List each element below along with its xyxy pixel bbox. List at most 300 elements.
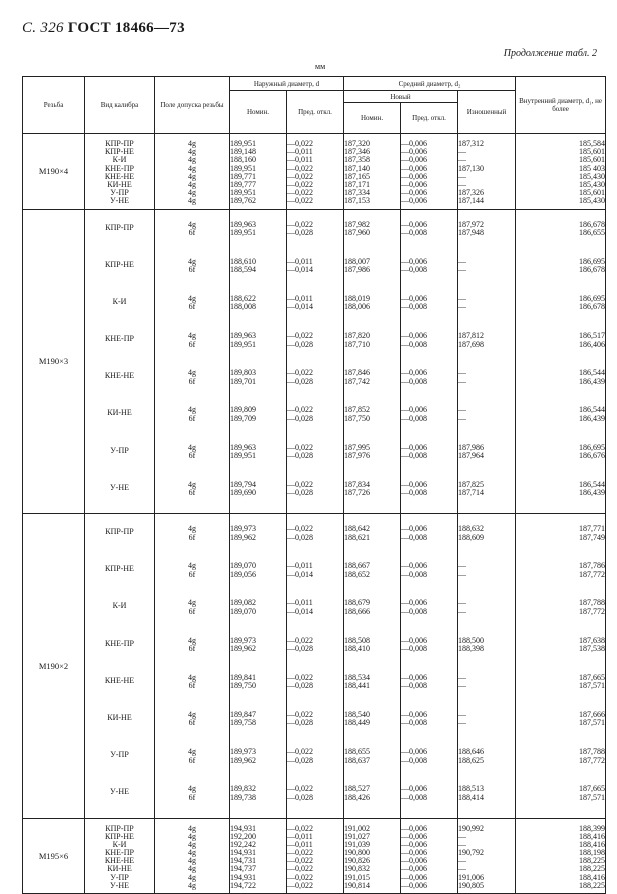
mean-deviation: —0,008 <box>401 606 428 616</box>
mean-nominal: 190,814 <box>344 880 371 890</box>
outer-deviation-cell <box>287 209 344 514</box>
worn-mean: — <box>458 302 467 312</box>
outer-deviation: —0,028 <box>287 488 313 498</box>
outer-deviation-cell <box>287 818 344 894</box>
inner-diameter: 186,695 <box>579 442 606 452</box>
gauge-type: У-НЕ <box>110 482 129 492</box>
worn-mean: 187,986 <box>458 442 485 452</box>
outer-nominal: 189,951 <box>230 163 256 173</box>
gauge-type: У-ПР <box>110 872 129 882</box>
mean-nominal-cell <box>344 514 401 819</box>
gauge-pair <box>458 251 515 288</box>
outer-deviation: —0,022 <box>287 188 313 198</box>
gauge-pair <box>344 288 400 325</box>
col-inner-diameter: Внутренний диаметр, d₁, не более <box>516 77 606 134</box>
gauge-pair <box>155 437 229 474</box>
mean-nominal: 187,960 <box>344 228 371 237</box>
mean-nominal: 187,995 <box>344 442 371 452</box>
outer-nominal: 189,082 <box>230 598 256 608</box>
mean-deviation: —0,008 <box>401 792 428 802</box>
col-worn: Изношенный <box>458 91 516 134</box>
gauge-pair <box>516 630 605 667</box>
outer-nominal: 188,160 <box>230 155 256 165</box>
worn-mean: 188,609 <box>458 532 485 542</box>
worn-mean: — <box>458 598 467 608</box>
worn-mean: — <box>458 376 467 386</box>
gauge-type-cell <box>85 209 155 514</box>
worn-mean: — <box>458 405 467 415</box>
gauge-type: КНЕ-НЕ <box>104 371 135 381</box>
tolerance: 4g <box>188 155 196 165</box>
mean-nominal: 188,667 <box>344 561 371 571</box>
mean-nominal: 187,852 <box>344 405 371 415</box>
outer-nominal: 188,622 <box>230 293 256 303</box>
gauge-pair <box>401 555 457 592</box>
mean-nominal: 187,982 <box>344 219 371 229</box>
outer-nominal: 194,931 <box>230 872 256 882</box>
mean-nominal: 187,140 <box>344 163 371 173</box>
outer-nominal: 189,750 <box>230 681 256 691</box>
mean-nominal: 187,846 <box>344 368 371 378</box>
worn-mean: — <box>458 569 467 579</box>
outer-deviation: —0,022 <box>287 856 313 866</box>
worn-mean: 187,964 <box>458 451 485 461</box>
tolerance: 4g <box>188 256 196 266</box>
outer-nominal: 189,794 <box>230 479 256 489</box>
gauge-pair <box>458 518 515 555</box>
gauge-pair <box>230 288 286 325</box>
mean-deviation: —0,006 <box>401 139 428 148</box>
inner-diameter-cell <box>516 134 606 210</box>
outer-deviation: —0,022 <box>287 880 313 890</box>
inner-diameter: 186,695 <box>579 293 606 303</box>
inner-diameter: 187,638 <box>579 635 606 645</box>
inner-diameter: 187,772 <box>579 755 606 765</box>
mean-nominal: 187,726 <box>344 488 371 498</box>
gauge-pair <box>401 214 457 251</box>
col-gauge-type: Вид калибра <box>85 77 155 134</box>
mean-nominal: 188,534 <box>344 672 371 682</box>
gauge-pair <box>287 214 343 251</box>
gauge-type: КПР-ПР <box>105 527 134 536</box>
mean-deviation: —0,006 <box>401 442 428 452</box>
outer-deviation: —0,022 <box>287 672 313 682</box>
outer-nominal: 194,931 <box>230 848 256 858</box>
gauge-type-cell <box>85 818 155 894</box>
worn-mean: 187,825 <box>458 479 485 489</box>
worn-mean: — <box>458 256 467 266</box>
worn-mean: 188,513 <box>458 784 485 794</box>
outer-deviation-cell <box>287 134 344 210</box>
outer-nominal: 189,070 <box>230 561 256 571</box>
outer-deviation: —0,022 <box>287 368 313 378</box>
outer-nominal: 194,722 <box>230 880 256 890</box>
gauge-pair <box>85 399 154 436</box>
mean-nominal: 188,621 <box>344 532 371 542</box>
gauge-pair <box>401 778 457 815</box>
outer-nominal: 189,148 <box>230 147 256 157</box>
gauge-pair <box>516 437 605 474</box>
gauge-pair <box>516 474 605 511</box>
mean-nominal: 187,710 <box>344 339 371 349</box>
outer-nominal: 189,809 <box>230 405 256 415</box>
gauge-pair <box>516 667 605 704</box>
outer-nominal: 189,701 <box>230 376 256 386</box>
inner-diameter: 186,695 <box>579 256 606 266</box>
inner-diameter: 187,771 <box>579 524 606 533</box>
tolerance-cell <box>155 818 230 894</box>
inner-diameter: 187,772 <box>579 606 606 616</box>
worn-mean: — <box>458 265 467 275</box>
outer-nominal-cell <box>230 818 287 894</box>
mean-nominal: 188,441 <box>344 681 371 691</box>
gauge-pair <box>401 704 457 741</box>
inner-diameter: 187,788 <box>579 747 606 757</box>
tolerance: 4g <box>188 598 196 608</box>
gauge-pair <box>230 251 286 288</box>
tolerance: 4g <box>188 179 196 189</box>
mean-deviation: —0,006 <box>401 479 428 489</box>
gauge-pair <box>287 325 343 362</box>
tolerance: 4g <box>188 856 196 866</box>
gauge-pair <box>401 741 457 778</box>
worn-mean: 187,326 <box>458 188 485 198</box>
worn-mean: — <box>458 561 467 571</box>
mean-deviation: —0,006 <box>401 256 428 266</box>
worn-mean: 187,812 <box>458 331 485 341</box>
tolerance: 6f <box>188 681 196 691</box>
mean-nominal: 188,426 <box>344 792 371 802</box>
outer-deviation: —0,014 <box>287 265 313 275</box>
gauge-pair <box>230 630 286 667</box>
outer-nominal: 189,841 <box>230 672 256 682</box>
gauge-type: КПР-ПР <box>105 222 134 232</box>
worn-mean: 187,312 <box>458 139 485 148</box>
col-mean-diameter: Средний диаметр, d₂ <box>344 77 516 91</box>
gauge-pair <box>85 251 154 288</box>
tolerance: 4g <box>188 405 196 415</box>
tolerance: 4g <box>188 479 196 489</box>
outer-nominal: 189,771 <box>230 171 256 181</box>
mean-nominal: 191,002 <box>344 823 371 833</box>
tolerance: 4g <box>188 147 196 157</box>
gauge-pair <box>155 214 229 251</box>
worn-mean: 190,805 <box>458 880 485 890</box>
gauge-pair <box>85 704 154 741</box>
col-outer-nominal: Номин. <box>230 91 287 134</box>
mean-deviation: —0,006 <box>401 155 428 165</box>
worn-mean: 188,646 <box>458 747 485 757</box>
outer-nominal: 192,200 <box>230 831 256 841</box>
tolerance: 4g <box>188 839 196 849</box>
mean-deviation: —0,008 <box>401 681 428 691</box>
outer-deviation: —0,028 <box>287 532 313 542</box>
gauge-type: КПР-ПР <box>105 823 134 833</box>
tolerance: 6f <box>188 755 196 765</box>
outer-nominal: 192,242 <box>230 839 256 849</box>
worn-mean: — <box>458 839 467 849</box>
mean-nominal-cell <box>344 134 401 210</box>
outer-deviation: —0,028 <box>287 644 313 654</box>
inner-diameter: 185,430 <box>579 196 606 206</box>
worn-mean: — <box>458 718 467 728</box>
worn-mean: 191,006 <box>458 872 485 882</box>
inner-diameter: 188,416 <box>579 831 606 841</box>
gauge-pair <box>155 592 229 629</box>
outer-deviation: —0,022 <box>287 405 313 415</box>
gauge-type: К-И <box>112 155 127 165</box>
tolerance: 4g <box>188 864 196 874</box>
tolerance: 4g <box>188 747 196 757</box>
gauge-pair <box>155 362 229 399</box>
gauge-pair <box>401 592 457 629</box>
mean-deviation: —0,008 <box>401 302 428 312</box>
gauge-pair <box>344 704 400 741</box>
inner-diameter: 186,517 <box>579 331 606 341</box>
gauge-pair <box>516 592 605 629</box>
thread-group <box>23 514 606 819</box>
gauge-pair <box>85 325 154 362</box>
tolerance-cell <box>155 209 230 514</box>
outer-deviation: —0,028 <box>287 755 313 765</box>
inner-diameter: 186,678 <box>579 302 606 312</box>
worn-mean: — <box>458 681 467 691</box>
thread-size: М190×3 <box>23 209 85 514</box>
outer-deviation: —0,028 <box>287 681 313 691</box>
gauge-pair <box>287 399 343 436</box>
outer-nominal: 189,973 <box>230 635 256 645</box>
gauge-pair <box>287 778 343 815</box>
inner-diameter: 186,678 <box>579 219 606 229</box>
mean-nominal: 188,006 <box>344 302 371 312</box>
tolerance: 4g <box>188 848 196 858</box>
worn-mean: — <box>458 856 467 866</box>
worn-mean: — <box>458 413 467 423</box>
tolerance-cell <box>155 134 230 210</box>
thread-size: М190×2 <box>23 514 85 819</box>
gauge-pair <box>155 778 229 815</box>
tolerance: 6f <box>188 644 196 654</box>
inner-diameter: 185,430 <box>579 171 606 181</box>
tolerance: 6f <box>188 718 196 728</box>
tolerance: 4g <box>188 442 196 452</box>
outer-deviation: —0,028 <box>287 792 313 802</box>
table-continuation-label: Продолжение табл. 2 <box>503 48 597 59</box>
outer-nominal: 189,963 <box>230 331 256 341</box>
worn-mean: — <box>458 864 467 874</box>
gauge-pair <box>230 704 286 741</box>
outer-nominal: 189,803 <box>230 368 256 378</box>
gauge-pair <box>516 288 605 325</box>
tolerance: 4g <box>188 561 196 571</box>
worn-mean: 188,500 <box>458 635 485 645</box>
tolerance: 4g <box>188 139 196 148</box>
tolerance: 6f <box>188 606 196 616</box>
outer-deviation: —0,011 <box>287 147 313 157</box>
mean-deviation-cell <box>401 818 458 894</box>
gauge-pair <box>85 214 154 251</box>
mean-deviation: —0,008 <box>401 376 428 386</box>
gauge-pair <box>287 741 343 778</box>
mean-nominal: 187,358 <box>344 155 371 165</box>
mean-nominal: 188,655 <box>344 747 371 757</box>
gauge-pair <box>458 288 515 325</box>
mean-deviation: —0,006 <box>401 188 428 198</box>
outer-deviation: —0,022 <box>287 442 313 452</box>
mean-nominal: 188,449 <box>344 718 371 728</box>
outer-nominal: 189,832 <box>230 784 256 794</box>
gauge-pair <box>458 741 515 778</box>
gauge-type: К-И <box>112 296 127 306</box>
outer-deviation: —0,011 <box>287 831 313 841</box>
outer-deviation: —0,011 <box>287 839 313 849</box>
mean-deviation: —0,006 <box>401 848 428 858</box>
mean-deviation: —0,006 <box>401 864 428 874</box>
gauge-type: У-НЕ <box>110 880 129 890</box>
gauge-pair <box>85 288 154 325</box>
tolerance: 4g <box>188 196 196 206</box>
gauge-pair <box>516 778 605 815</box>
mean-nominal: 188,527 <box>344 784 371 794</box>
mean-nominal: 190,826 <box>344 856 371 866</box>
mean-nominal: 187,742 <box>344 376 371 386</box>
gauge-type: КИ-НЕ <box>107 179 132 189</box>
gauge-pair <box>516 399 605 436</box>
gauge-pair <box>401 518 457 555</box>
gauge-pair <box>230 518 286 555</box>
outer-deviation: —0,022 <box>287 823 313 833</box>
tolerance: 4g <box>188 293 196 303</box>
mean-nominal: 187,165 <box>344 171 371 181</box>
gauge-pair <box>85 630 154 667</box>
worn-mean: — <box>458 672 467 682</box>
outer-deviation: —0,022 <box>287 709 313 719</box>
gauge-pair <box>344 437 400 474</box>
tolerance: 6f <box>188 228 196 237</box>
thread-group <box>23 818 606 894</box>
mean-deviation: —0,008 <box>401 228 428 237</box>
standard-code: ГОСТ 18466—73 <box>67 20 185 36</box>
mean-nominal: 187,346 <box>344 147 371 157</box>
gauge-pair <box>155 667 229 704</box>
gauge-type: КПР-НЕ <box>105 831 134 841</box>
mean-deviation: —0,008 <box>401 644 428 654</box>
outer-deviation: —0,014 <box>287 606 313 616</box>
gauge-pair <box>401 362 457 399</box>
gauge-pair <box>287 630 343 667</box>
inner-diameter: 188,225 <box>579 864 606 874</box>
outer-nominal: 189,847 <box>230 709 256 719</box>
gauge-type: КНЕ-НЕ <box>104 675 135 685</box>
inner-diameter: 187,571 <box>579 792 606 802</box>
gauge-dimensions-table <box>22 76 606 894</box>
gauge-pair <box>287 667 343 704</box>
mean-deviation: —0,006 <box>401 872 428 882</box>
tolerance: 6f <box>188 413 196 423</box>
worn-mean: 187,144 <box>458 196 485 206</box>
inner-diameter: 186,406 <box>579 339 606 349</box>
mean-deviation: —0,008 <box>401 265 428 275</box>
worn-mean: 187,130 <box>458 163 485 173</box>
gauge-type: КНЕ-ПР <box>105 163 134 173</box>
outer-deviation: —0,028 <box>287 228 313 237</box>
mean-deviation: —0,006 <box>401 598 428 608</box>
worn-mean: — <box>458 179 467 189</box>
mean-nominal: 187,334 <box>344 188 371 198</box>
outer-deviation: —0,022 <box>287 524 313 533</box>
inner-diameter: 187,665 <box>579 672 606 682</box>
tolerance: 4g <box>188 872 196 882</box>
gauge-pair <box>230 592 286 629</box>
tolerance: 4g <box>188 524 196 533</box>
outer-deviation: —0,014 <box>287 302 313 312</box>
gauge-pair <box>287 518 343 555</box>
mean-deviation: —0,008 <box>401 339 428 349</box>
mean-nominal: 188,540 <box>344 709 371 719</box>
mean-deviation: —0,006 <box>401 839 428 849</box>
tolerance: 6f <box>188 451 196 461</box>
gauge-type: КПР-ПР <box>105 139 134 148</box>
gauge-pair <box>155 555 229 592</box>
gauge-pair <box>155 399 229 436</box>
gauge-pair <box>516 704 605 741</box>
outer-deviation: —0,022 <box>287 331 313 341</box>
mean-deviation: —0,006 <box>401 171 428 181</box>
gauge-pair <box>287 592 343 629</box>
mean-nominal: 187,986 <box>344 265 371 275</box>
outer-deviation: —0,011 <box>287 561 313 571</box>
outer-nominal: 188,610 <box>230 256 256 266</box>
outer-deviation: —0,011 <box>287 155 313 165</box>
mean-deviation: —0,006 <box>401 163 428 173</box>
worn-mean: — <box>458 368 467 378</box>
outer-deviation: —0,022 <box>287 635 313 645</box>
mean-deviation: —0,008 <box>401 413 428 423</box>
outer-nominal: 189,951 <box>230 451 256 461</box>
gauge-type: КПР-НЕ <box>105 564 134 574</box>
col-tolerance: Поле допуска резьбы <box>155 77 230 134</box>
worn-mean: 188,398 <box>458 644 485 654</box>
gauge-pair <box>287 555 343 592</box>
page-number: С. 326 <box>22 20 64 36</box>
gauge-pair <box>344 778 400 815</box>
gauge-pair <box>230 741 286 778</box>
gauge-pair <box>344 667 400 704</box>
outer-nominal: 189,973 <box>230 524 256 533</box>
gauge-pair <box>155 741 229 778</box>
worn-mean: 187,698 <box>458 339 485 349</box>
outer-nominal: 189,963 <box>230 219 256 229</box>
outer-nominal: 189,962 <box>230 644 256 654</box>
gauge-pair <box>230 362 286 399</box>
outer-nominal: 189,709 <box>230 413 256 423</box>
mean-deviation: —0,008 <box>401 488 428 498</box>
outer-deviation: —0,022 <box>287 163 313 173</box>
tolerance: 4g <box>188 163 196 173</box>
gauge-pair <box>344 741 400 778</box>
inner-diameter: 186,544 <box>579 479 606 489</box>
gauge-pair <box>85 778 154 815</box>
gauge-type: К-И <box>112 839 127 849</box>
worn-mean: — <box>458 709 467 719</box>
tolerance: 6f <box>188 265 196 275</box>
mean-deviation: —0,006 <box>401 179 428 189</box>
gauge-pair <box>516 251 605 288</box>
worn-mean-cell <box>458 818 516 894</box>
outer-deviation: —0,028 <box>287 718 313 728</box>
gauge-type: КПР-НЕ <box>105 147 134 157</box>
gauge-pair <box>516 362 605 399</box>
